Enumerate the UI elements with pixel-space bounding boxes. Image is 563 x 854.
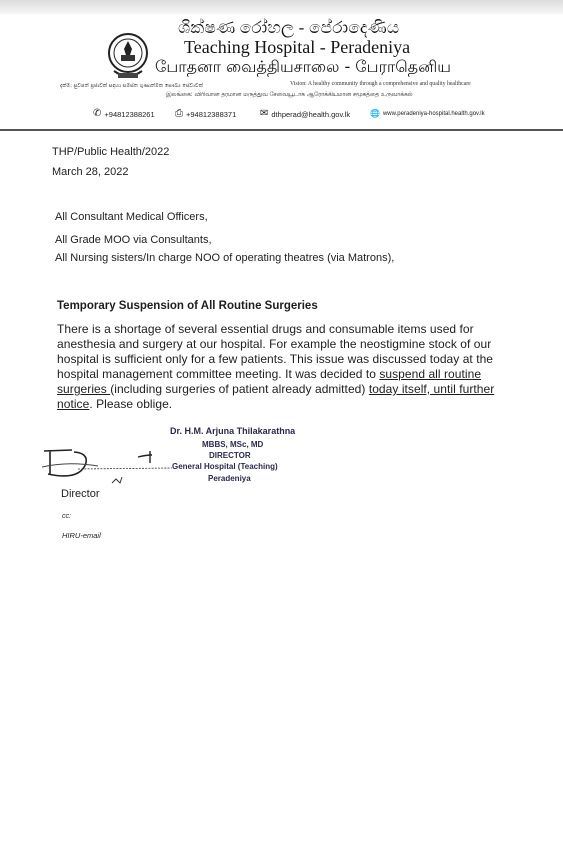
body-line xyxy=(57,322,474,336)
hospital-name-english: Teaching Hospital - Peradeniya xyxy=(184,37,411,57)
body-line xyxy=(57,397,172,411)
website-url: www.peradeniya-hospital.health.gov.lk xyxy=(382,111,485,117)
body-text: hospital management committee meeting. It was decided to xyxy=(57,367,380,381)
email-icon: ✉ xyxy=(260,108,269,119)
signatory-qualifications: MBBS, MSc, MD xyxy=(202,440,264,449)
contact-website xyxy=(370,109,485,119)
mission-tamil: இலங்கை: விரிவான தரமான மருத்துவ சேவையூடாக ஆரோக்கியமான சமூகத்தை உருவாக்கல் xyxy=(166,92,413,98)
signatory-name: Dr. H.M. Arjuna Thilakarathna xyxy=(170,426,296,436)
director-label: Director xyxy=(61,488,100,500)
vision-english: Vision: A healthy community through a comprehensive and quality healthcare xyxy=(290,81,471,87)
body-text: anesthesia and surgery at our hospital. For example the neostigmine stock of our xyxy=(57,337,492,351)
header-divider xyxy=(0,129,563,131)
top-shadow xyxy=(0,0,563,14)
hospital-name-tamil: போதனா வைத்தியசாலை - பேராதெனிய xyxy=(155,57,451,76)
reference-number: THP/Public Health/2022 xyxy=(52,146,170,158)
body-line xyxy=(57,367,481,381)
body-text-underlined: surgeries xyxy=(57,382,111,396)
stamp-hospital: General Hospital (Teaching) xyxy=(172,462,278,471)
recipient-line: All Grade MOO via Consultants, xyxy=(55,234,212,246)
fax-icon: ⎙ xyxy=(175,108,183,119)
globe-icon: 🌐 xyxy=(370,109,380,118)
cc-recipient: HIRU-email xyxy=(62,531,101,540)
body-text-underlined: today itself, until further xyxy=(368,382,495,396)
email-address: dthperad@health.gov.lk xyxy=(271,109,351,119)
fax-number: +94812388371 xyxy=(186,109,237,119)
cc-label: cc: xyxy=(62,513,71,520)
body-text: (including surgeries of patient already admitted) xyxy=(110,382,369,396)
letter-date: March 28, 2022 xyxy=(52,166,129,178)
stamp-city: Peradeniya xyxy=(208,474,251,483)
contact-fax xyxy=(175,109,236,119)
contact-email xyxy=(260,109,350,119)
body-text-underlined: notice xyxy=(57,397,90,411)
body-text: There is a shortage of several essential drugs and consumable items used for xyxy=(57,322,474,336)
emblem-logo xyxy=(105,31,151,81)
mission-sinhala: දැක්ම: සුවපත් ප්‍රජාවක් සඳහා සමස්ත ගුණාත්මක සෞඛ්‍ය සේවාවක් xyxy=(60,83,203,89)
body-text-underlined: suspend all routine xyxy=(379,367,482,381)
body-text: . Please oblige. xyxy=(89,397,173,411)
body-line xyxy=(57,352,493,366)
body-line xyxy=(57,382,494,396)
phone-number: +94812388261 xyxy=(104,109,155,119)
signatory-title: DIRECTOR xyxy=(209,451,251,460)
body-line xyxy=(57,337,491,351)
contact-phone xyxy=(93,109,155,119)
recipient-line: All Consultant Medical Officers, xyxy=(55,211,208,223)
letter-subject: Temporary Suspension of All Routine Surgeries xyxy=(57,300,318,312)
handwritten-signature xyxy=(38,433,178,493)
body-text: hospital is sufficient only for a few patients. This issue was discussed today at the xyxy=(57,352,494,366)
recipient-line: All Nursing sisters/In charge NOO of operating theatres (via Matrons), xyxy=(55,252,395,264)
hospital-name-sinhala: ශික්ෂණ රෝහල - පේරාදෙණිය xyxy=(178,18,400,37)
phone-icon: ✆ xyxy=(93,108,102,119)
